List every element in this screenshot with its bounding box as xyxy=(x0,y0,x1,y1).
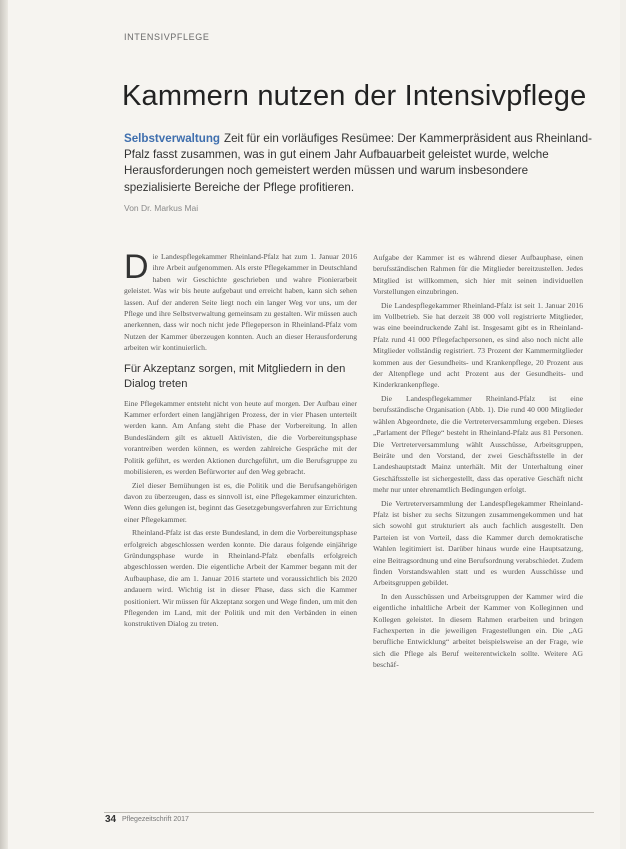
lead-text: Zeit für ein vorläufiges Resümee: Der Kammerpräsident aus Rheinland-Pfalz fasst zusammen, was in gut einem Jahr Aufbauarbeit geleistet wurde, welche Herausforderungen noch gemeistert werden müssen und warum insbesondere spezialisierte Bereiche der Pflege profitieren. xyxy=(124,132,592,194)
article-title: Kammern nutzen der Intensivpflege xyxy=(122,80,587,112)
paragraph: In den Ausschüssen und Arbeitsgruppen der Kammer wird die eigentliche inhaltliche Arbeit der Kammer von Kolleginnen und Kollegen geleistet. In diesem Rahmen erarbeiten und bringen Fachexperten in die jeweiligen Fragestellungen ein. Die „AG berufliche Entwicklung“ arbeitet beispielsweise an der Frage, wie sich die Pflege als Beruf weiterentwickeln sollte. Weitere AG beschäf- xyxy=(373,591,583,670)
paragraph: Ziel dieser Bemühungen ist es, die Politik und die Berufsangehörigen davon zu überzeugen, dass es sinnvoll ist, eine Pflegekammer einzurichten. Wenn dies gelungen ist, beginnt das Gesetzgebungsverfahren zur Errichtung einer Pflegekammer. xyxy=(124,480,357,524)
paragraph: Die Landespflegekammer Rheinland-Pfalz ist eine berufsständische Organisation (Abb. 1). Die rund 40 000 Mitglieder wählen Abgeordnete, die die Vertreterversammlung ergeben. Dieses „Parlament der Pflege“ besteht in Rheinland-Pfalz aus 81 Personen. Die Vertreterversammlung wählt Ausschüsse, Arbeitsgruppen, Beiräte und den Vorstand, der zwei Geschäftsstelle in der Landeshauptstadt Mainz unterhält. Mit der Unterhaltung einer Geschäftsstelle ist sichergestellt, dass das operative Geschäft nicht mehr nur unter ehrenamtlich Bedingungen erfolgt. xyxy=(373,393,583,495)
paragraph: Die Landespflegekammer Rheinland-Pfalz ist seit 1. Januar 2016 im Vollbetrieb. Sie hat derzeit 38 000 voll registrierte Mitglieder, was eine beeindruckende Zahl ist. Insgesamt gibt es in Rheinland-Pfalz rund 41 000 Pflegefachpersonen, es sind also noch nicht alle Mitglieder vollständig registriert. 73 Prozent der Kammermitglieder kommen aus der Gesundheits- und Krankenpflege, 20 Prozent aus der Altenpflege und acht Prozent aus der Gesundheits- und Kinderkrankenpflege. xyxy=(373,300,583,390)
paragraph: Rheinland-Pfalz ist das erste Bundesland, in dem die Vorbereitungsphase erfolgreich abgeschlossen werden konnte. Die daraus folgende einjährige Gründungsphase wurde in Rheinland-Pfalz ebenfalls erfolgreich abgeschlossen werden. Die eigentliche Arbeit der Kammer begann mit der Aufbauphase, die am 1. Januar 2016 startete und voraussichtlich bis 2020 andauern wird. Wichtig ist in dieser Phase, dass sich die Kammer positioniert. Wir müssen für Akzeptanz sorgen und Wege finden, um mit den Pflegenden im Land, mit der Politik und mit den Verbänden in einen konstruktiven Dialog zu treten. xyxy=(124,528,357,629)
article-lead xyxy=(124,131,594,196)
paragraph: Die Landespflegekammer Rheinland-Pfalz hat zum 1. Januar 2016 ihre Arbeit aufgenommen. Als erste Pflegekammer in Deutschland haben wir Geschichte geschrieben und wahre Pionierarbeit geleistet. Was wir bis heute aufgebaut und erreicht haben, kann sich sehen lassen. Auf der anderen Seite liegt noch ein langer Weg vor uns, um der Pflege und ihre Selbstverwaltung gemeinsam zu gestalten. Wir müssen auch anerkennen, dass wir noch nicht jede Pflegeperson in Rheinland-Pfalz vom Nutzen der Kammer überzeugen konnten. Auch an dieser Herausforderung arbeiten wir kontinuierlich. xyxy=(124,248,357,353)
right-column xyxy=(373,252,583,673)
page-gutter xyxy=(0,0,8,849)
paragraph: Die Vertreterversammlung der Landespflegekammer Rheinland-Pfalz ist bisher zu sechs Sitzungen zusammengekommen und hat sich sowohl gut strukturiert als auch fachlich ausgestellt. Den Parteien ist von Vorteil, dass die Kammer durch demokratische Wahlen legitimiert ist. Darüber hinaus wurde eine Hauptsatzung, eine Beitragsordnung und eine Berufsordnung verabschiedet. Zudem finden Vorstandswahlen statt und es wurden Ausschüsse und Arbeitsgruppen gebildet. xyxy=(373,498,583,588)
byline: Von Dr. Markus Mai xyxy=(124,203,199,213)
article-kicker: Selbstverwaltung xyxy=(124,132,220,145)
paragraph: Aufgabe der Kammer ist es während dieser Aufbauphase, einen berufsständischen Rahmen für die Mitglieder bereitzustellen. Jedes Mitglied ist willkommen, sich hier mit seinen individuellen Vorstellungen einzubringen. xyxy=(373,253,583,297)
subheading: Für Akzeptanz sorgen, mit Mitgliedern in den Dialog treten xyxy=(124,362,346,390)
footer-rule xyxy=(104,812,594,813)
drop-cap: D xyxy=(124,248,149,286)
paragraph: Eine Pflegekammer entsteht nicht von heute auf morgen. Der Aufbau einer Kammer erfordert einen langjährigen Prozess, der in vier Phasen unterteilt werden kann. Am Anfang steht die Phase der Vorbereitung. In allen Bundesländern gilt es aktuell Aktivisten, die die Vorbereitungsphase vorantreiben werden können, es werden zahlreiche Gespräche mit der Politik geführt, es werden Aktionen durchgeführt, um die Berufsgruppe zu mobilisieren, es werden Befürworter auf den Weg gebracht. xyxy=(124,398,357,477)
publication-name: Pflegezeitschrift 2017 xyxy=(122,816,189,823)
left-column xyxy=(124,248,357,632)
section-label: INTENSIVPFLEGE xyxy=(124,32,210,42)
page-number: 34 xyxy=(105,814,117,825)
